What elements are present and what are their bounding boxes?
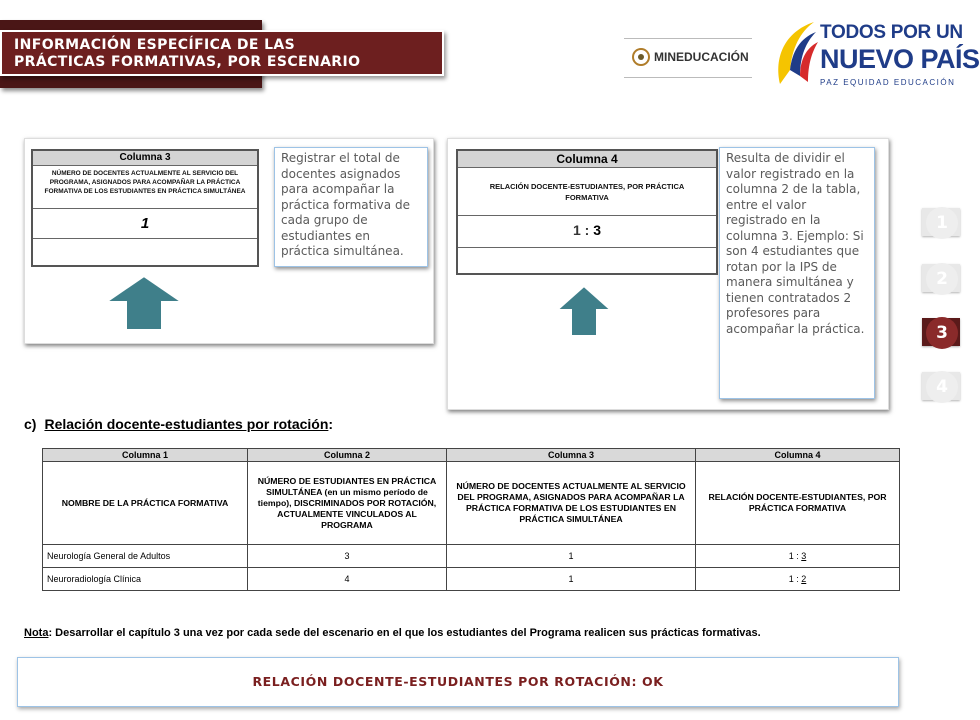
step-4-button[interactable] <box>922 372 960 400</box>
teachers-cell: 1 <box>447 545 696 568</box>
column4-value-row <box>458 215 716 248</box>
step-3-label: 3 <box>926 317 958 349</box>
logo-line3: PAZ EQUIDAD EDUCACIÓN <box>820 78 956 87</box>
section-c-title: Relación docente-estudiantes por rotación <box>44 416 329 432</box>
step-2-button[interactable] <box>922 264 960 292</box>
todos-por-un-nuevo-pais-logo <box>770 18 980 94</box>
column4-instruction-note: Resulta de dividir el valor registrado en la columna 2 de la tabla, entre el valor registrado en la columna 3. Ejemplo: Si son 4 estudiantes que rotan por la IPS de manera simultánea y tienen contratados 2 profesores para acompañar la práctica. <box>719 147 875 399</box>
teachers-cell: 1 <box>447 568 696 591</box>
coat-of-arms-icon <box>632 48 650 66</box>
step-1-button[interactable] <box>922 208 960 236</box>
section-c-letter: c) <box>24 416 37 432</box>
ratio-prefix: 1 : <box>788 574 802 584</box>
step-2-label: 2 <box>926 263 958 295</box>
column3-description: NÚMERO DE DOCENTES ACTUALMENTE AL SERVICIO DEL PROGRAMA, ASIGNADOS PARA ACOMPAÑAR LA PRÁCTICA FORMATIVA DE LOS ESTUDIANTES EN PRÁCTICA SIMULTÁNEA <box>44 170 246 195</box>
ratio-value: 2 <box>801 574 807 584</box>
ratio-value: 3 <box>801 551 807 561</box>
page-title-line2: PRÁCTICAS FORMATIVAS, POR ESCENARIO <box>14 54 361 70</box>
logo-line2: NUEVO PAÍS <box>820 44 980 74</box>
mineducacion-logo-text: MINEDUCACIÓN <box>654 50 749 64</box>
column-4-header: Columna 4 <box>696 449 900 462</box>
section-c-colon: : <box>328 416 334 432</box>
column-2-header: Columna 2 <box>248 449 447 462</box>
up-arrow-icon <box>555 284 613 338</box>
mineducacion-logo <box>624 38 752 78</box>
table-row <box>43 545 900 568</box>
up-arrow-icon <box>104 274 184 332</box>
page-title-banner <box>0 30 444 76</box>
column3-example-table <box>31 149 259 267</box>
column3-header: Columna 3 <box>33 151 257 166</box>
column3-instruction-note: Registrar el total de docentes asignados para acompañar la práctica formativa de cada grupo de estudiantes en práctica simultánea. <box>274 147 428 267</box>
section-c-heading <box>24 416 333 432</box>
column3-value: 1 <box>140 215 150 232</box>
column3-value-row <box>33 208 257 239</box>
footnote <box>24 627 761 639</box>
practice-name-cell: Neurología General de Adultos <box>43 545 248 568</box>
logo-line1: TODOS POR UN <box>820 22 963 43</box>
column4-example-table <box>456 149 718 275</box>
table-row <box>43 568 900 591</box>
column4-value-prefix: 1 : <box>572 222 594 238</box>
ratio-cell <box>696 568 900 591</box>
students-cell: 4 <box>248 568 447 591</box>
column4-value <box>458 222 716 238</box>
ratio-prefix: 1 : <box>788 551 802 561</box>
step-4-label: 4 <box>926 371 958 403</box>
students-cell: 3 <box>248 545 447 568</box>
footnote-label: Nota <box>24 627 49 639</box>
header-ratio: RELACIÓN DOCENTE-ESTUDIANTES, POR PRÁCTICA FORMATIVA <box>696 462 900 545</box>
column4-value-number: 3 <box>593 222 602 238</box>
practice-name-cell: Neuroradiología Clínica <box>43 568 248 591</box>
column4-description: RELACIÓN DOCENTE-ESTUDIANTES, POR PRÁCTICA FORMATIVA <box>489 182 685 202</box>
column3-empty-row <box>33 238 257 268</box>
ratio-table <box>42 448 900 591</box>
step-1-label: 1 <box>926 207 958 239</box>
page-title-line1: INFORMACIÓN ESPECÍFICA DE LAS <box>14 37 296 53</box>
status-message: RELACIÓN DOCENTE-ESTUDIANTES POR ROTACIÓN: OK <box>17 657 899 707</box>
header-practice-name: NOMBRE DE LA PRÁCTICA FORMATIVA <box>43 462 248 545</box>
column4-empty-row <box>458 247 716 276</box>
ratio-cell <box>696 545 900 568</box>
column-1-header: Columna 1 <box>43 449 248 462</box>
header-teachers: NÚMERO DE DOCENTES ACTUALMENTE AL SERVICIO DEL PROGRAMA, ASIGNADOS PARA ACOMPAÑAR LA PRÁCTICA FORMATIVA DE LOS ESTUDIANTES EN PRÁCTICA SIMULTÁNEA <box>447 462 696 545</box>
flag-wing-icon <box>770 18 820 90</box>
step-3-button[interactable] <box>922 318 960 346</box>
footnote-text: : Desarrollar el capítulo 3 una vez por cada sede del escenario en el que los estudiantes del Programa realicen sus prácticas formativas. <box>48 627 761 639</box>
column-3-header: Columna 3 <box>447 449 696 462</box>
header-students: NÚMERO DE ESTUDIANTES EN PRÁCTICA SIMULTÁNEA (en un mismo período de tiempo), DISCRIMINADOS POR ROTACIÓN, ACTUALMENTE VINCULADOS AL PROGRAMA <box>248 462 447 545</box>
column4-header: Columna 4 <box>458 151 716 168</box>
